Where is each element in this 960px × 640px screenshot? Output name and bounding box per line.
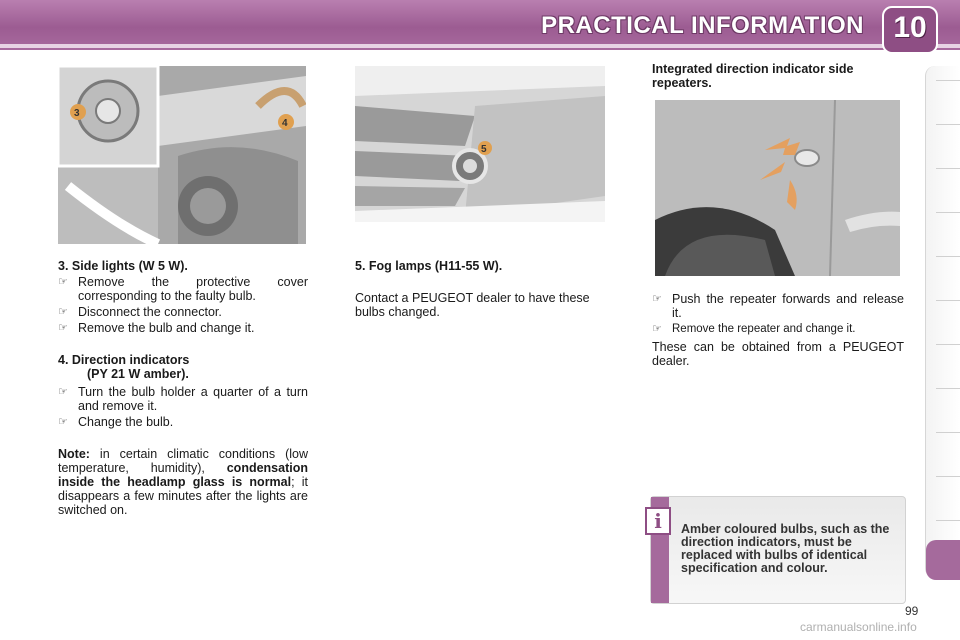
list-item-text: Remove the bulb and change it. <box>78 321 255 335</box>
chapter-badge <box>882 6 938 54</box>
column-side-lights <box>58 259 308 517</box>
list-item <box>58 275 308 303</box>
list-item-text: Change the bulb. <box>78 415 174 429</box>
info-box <box>650 496 906 604</box>
note-label: Note: <box>58 447 90 461</box>
section-title: PRACTICAL INFORMATION <box>541 12 864 39</box>
note-text-end: ; it disappears a few minutes after the lights are switched on. <box>58 475 308 517</box>
tab-divider <box>936 212 960 213</box>
note-paragraph <box>58 447 308 517</box>
tab-divider <box>936 80 960 81</box>
pointing-hand-icon: ☞ <box>58 322 68 334</box>
info-icon: i <box>645 507 671 535</box>
fog-lamp-figure <box>355 66 605 222</box>
tab-divider <box>936 476 960 477</box>
tab-divider <box>936 344 960 345</box>
list-item <box>58 305 308 319</box>
active-chapter-tab <box>926 540 960 580</box>
heading-fog-lamps: 5. Fog lamps (H11-55 W). <box>355 259 503 273</box>
list-item <box>58 385 308 413</box>
list-item <box>58 415 308 429</box>
heading-direction-indicators-spec: (PY 21 W amber). <box>87 367 189 381</box>
header-stripe <box>0 44 960 48</box>
chapter-tabs <box>925 66 960 578</box>
tab-divider <box>936 300 960 301</box>
info-text: Amber coloured bulbs, such as the direction indicators, must be replaced with bulbs of identical specification and colour. <box>681 522 890 575</box>
page-header <box>0 0 960 50</box>
column-side-repeaters-heading <box>652 62 904 90</box>
list-item-text: Remove the repeater and change it. <box>672 323 856 335</box>
list-item-text: Turn the bulb holder a quarter of a turn and remove it. <box>78 385 308 413</box>
watermark: carmanualsonline.info <box>800 620 917 634</box>
repeater-dealer-paragraph: These can be obtained from a PEUGEOT dealer. <box>652 340 904 368</box>
note-emphasis: condensation inside the headlamp glass is normal <box>58 461 308 489</box>
heading-side-lights: 3. Side lights (W 5 W). <box>58 259 188 273</box>
callout-5-label: 5 <box>481 144 487 155</box>
headlamp-rear-figure <box>58 66 306 244</box>
callout-4-label: 4 <box>282 118 288 129</box>
pointing-hand-icon: ☞ <box>652 323 662 335</box>
heading-side-repeaters: Integrated direction indicator side repeaters. <box>652 62 854 90</box>
tab-divider <box>936 520 960 521</box>
list-item <box>58 321 308 335</box>
pointing-hand-icon: ☞ <box>58 416 68 428</box>
pointing-hand-icon: ☞ <box>58 306 68 318</box>
page-number: 99 <box>905 604 919 618</box>
list-item <box>652 322 904 336</box>
callout-3-label: 3 <box>74 108 80 119</box>
tab-divider <box>936 388 960 389</box>
list-item-text: Remove the protective cover corresponding to the faulty bulb. <box>78 275 308 303</box>
fog-lamps-paragraph: Contact a PEUGEOT dealer to have these bulbs changed. <box>355 291 590 319</box>
list-item-text: Push the repeater forwards and release it. <box>672 292 904 320</box>
tab-divider <box>936 432 960 433</box>
list-item-text: Disconnect the connector. <box>78 305 222 319</box>
pointing-hand-icon: ☞ <box>58 276 68 288</box>
tab-divider <box>936 124 960 125</box>
list-item <box>652 292 904 320</box>
tab-divider <box>936 256 960 257</box>
side-repeater-figure <box>655 100 900 276</box>
column-side-repeaters <box>652 290 904 368</box>
column-fog-lamps <box>355 259 607 319</box>
note-text: in certain climatic conditions (low temperature, humidity), <box>58 447 308 475</box>
pointing-hand-icon: ☞ <box>652 293 662 305</box>
heading-direction-indicators: 4. Direction indicators <box>58 353 190 367</box>
pointing-hand-icon: ☞ <box>58 386 68 398</box>
tab-divider <box>936 168 960 169</box>
chapter-number: 10 <box>893 11 927 44</box>
